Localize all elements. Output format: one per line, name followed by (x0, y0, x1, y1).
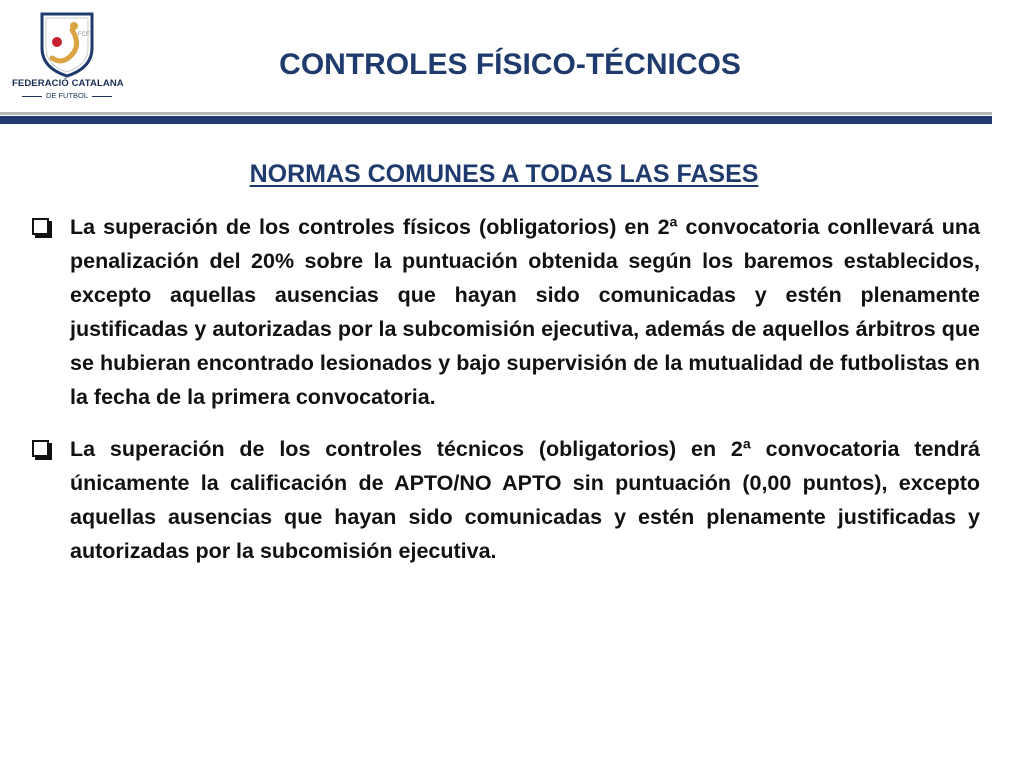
header-divider-gray (0, 112, 992, 115)
list-item (30, 432, 980, 568)
federation-logo (12, 8, 122, 103)
checkbox-square-icon (32, 218, 49, 235)
list-item (30, 210, 980, 414)
section-title: NORMAS COMUNES A TODAS LAS FASES (249, 160, 759, 188)
bullet-text: La superación de los controles físicos (obligatorios) en 2ª convocatoria conllevará una penalización del 20% sobre la puntuación obtenida según los baremos establecidos, excepto aquellas ausencias que hayan sido comunicadas y estén plenamente justificadas y autorizadas por la subcomisión ejecutiva, además de aquellos árbitros que se hubieran encontrado lesionados y bajo supervisión de la mutualidad de futbolistas en la fecha de la primera convocatoria. (70, 215, 980, 409)
header-divider-blue (0, 116, 992, 124)
logo-subname: DE FUTBOL (12, 91, 122, 100)
page-title: CONTROLES FÍSICO-TÉCNICOS (279, 48, 741, 81)
checkbox-square-icon (32, 440, 49, 457)
logo-name: FEDERACIÓ CATALANA (12, 78, 124, 89)
bullet-text: La superación de los controles técnicos (obligatorios) en 2ª convocatoria tendrá únicamente la calificación de APTO/NO APTO sin puntuación (0,00 puntos), excepto aquellas ausencias que hayan sido comunicadas y estén plenamente justificadas y autorizadas por la subcomisión ejecutiva. (70, 437, 980, 563)
bullet-list (30, 210, 980, 586)
shield-crest-icon (12, 8, 122, 78)
logo-mark-text: FCF (78, 32, 90, 38)
